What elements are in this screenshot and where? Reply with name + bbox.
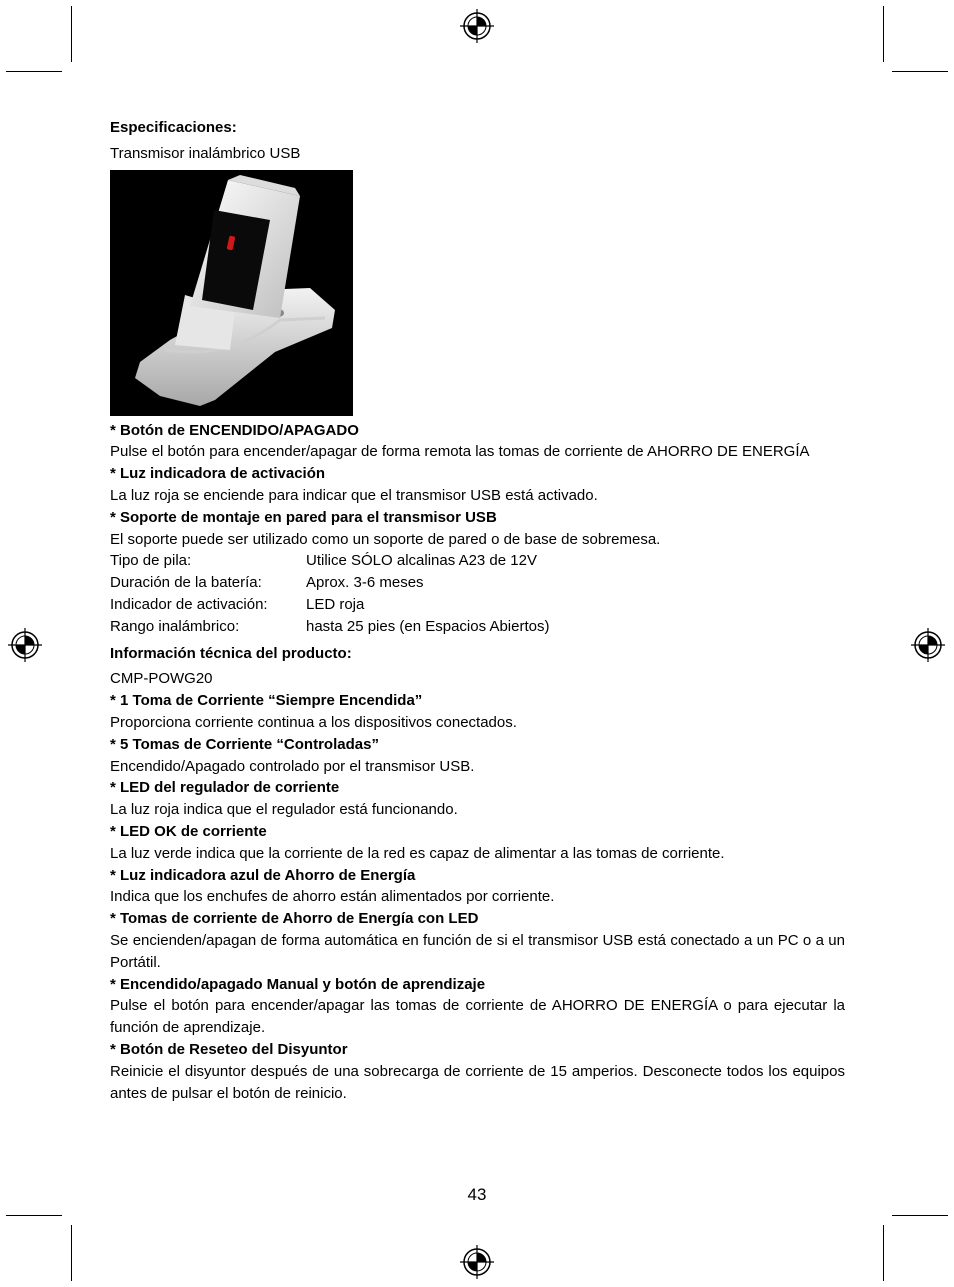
spec-value: Aprox. 3-6 meses	[306, 574, 424, 592]
feature-title: * Soporte de montaje en pared para el transmisor USB	[110, 508, 497, 526]
usb-transmitter-photo	[110, 170, 353, 416]
feature-text: Se encienden/apagan de forma automática en función de si el transmisor USB está conectado a un PC o a un Portátil.	[110, 931, 845, 971]
crop-mark	[883, 1225, 884, 1281]
registration-mark-icon	[911, 628, 945, 662]
feature-text: Encendido/Apagado controlado por el transmisor USB.	[110, 757, 475, 775]
feature-title: * Tomas de corriente de Ahorro de Energía con LED	[110, 910, 479, 928]
feature-title: * Botón de Reseteo del Disyuntor	[110, 1040, 348, 1058]
feature-text: El soporte puede ser utilizado como un soporte de pared o de base de sobremesa.	[110, 530, 661, 548]
spec-value: Utilice SÓLO alcalinas A23 de 12V	[306, 552, 537, 570]
feature-title: * Luz indicadora azul de Ahorro de Energía	[110, 866, 416, 884]
feature-text: Pulse el botón para encender/apagar de forma remota las tomas de corriente de AHORRO DE ENERGÍA	[110, 443, 810, 461]
feature-title: * Encendido/apagado Manual y botón de aprendizaje	[110, 975, 486, 993]
spec-row	[110, 594, 549, 616]
crop-mark	[71, 1225, 72, 1281]
feature-text: Pulse el botón para encender/apagar las tomas de corriente de AHORRO DE ENERGÍA o para ejecutar la función de aprendizaje.	[110, 997, 845, 1037]
page-number: 43	[467, 1185, 487, 1204]
technical-info-heading: Información técnica del producto:	[110, 644, 352, 662]
transmitter-features	[110, 420, 845, 551]
spec-label: Duración de la batería:	[110, 574, 262, 592]
feature-text: Reinicie el disyuntor después de una sobrecarga de corriente de 15 amperios. Desconecte todos los equipos antes de pulsar el botón de reinicio.	[110, 1062, 845, 1102]
registration-mark-icon	[460, 9, 494, 43]
feature-title: * LED del regulador de corriente	[110, 779, 340, 797]
feature-title: * 5 Tomas de Corriente “Controladas”	[110, 735, 379, 753]
crop-mark	[6, 71, 62, 72]
model-number: CMP-POWG20	[110, 670, 213, 688]
spec-value: hasta 25 pies (en Espacios Abiertos)	[306, 617, 550, 635]
feature-title: * Botón de ENCENDIDO/APAGADO	[110, 421, 359, 439]
feature-text: La luz verde indica que la corriente de la red es capaz de alimentar a las tomas de corriente.	[110, 844, 725, 862]
crop-mark	[6, 1215, 62, 1216]
product-features	[110, 690, 845, 1104]
spec-value: LED roja	[306, 595, 365, 613]
feature-title: * Luz indicadora de activación	[110, 465, 326, 483]
crop-mark	[71, 6, 72, 62]
feature-text: Proporciona corriente continua a los dispositivos conectados.	[110, 713, 517, 731]
spec-label: Indicador de activación:	[110, 595, 268, 613]
spec-table	[110, 550, 549, 637]
crop-mark	[892, 1215, 948, 1216]
registration-mark-icon	[460, 1245, 494, 1279]
spec-label: Rango inalámbrico:	[110, 617, 240, 635]
transmitter-name: Transmisor inalámbrico USB	[110, 144, 301, 162]
specifications-heading: Especificaciones:	[110, 119, 237, 136]
crop-mark	[892, 71, 948, 72]
spec-row	[110, 550, 549, 572]
page-content	[110, 117, 845, 1104]
spec-row	[110, 572, 549, 594]
feature-text: Indica que los enchufes de ahorro están alimentados por corriente.	[110, 888, 555, 906]
feature-text: La luz roja se enciende para indicar que el transmisor USB está activado.	[110, 486, 598, 504]
spec-row	[110, 616, 549, 638]
registration-mark-icon	[8, 628, 42, 662]
feature-title: * LED OK de corriente	[110, 822, 267, 840]
feature-title: * 1 Toma de Corriente “Siempre Encendida”	[110, 692, 423, 710]
spec-label: Tipo de pila:	[110, 552, 192, 570]
feature-text: La luz roja indica que el regulador está funcionando.	[110, 801, 458, 819]
crop-mark	[883, 6, 884, 62]
